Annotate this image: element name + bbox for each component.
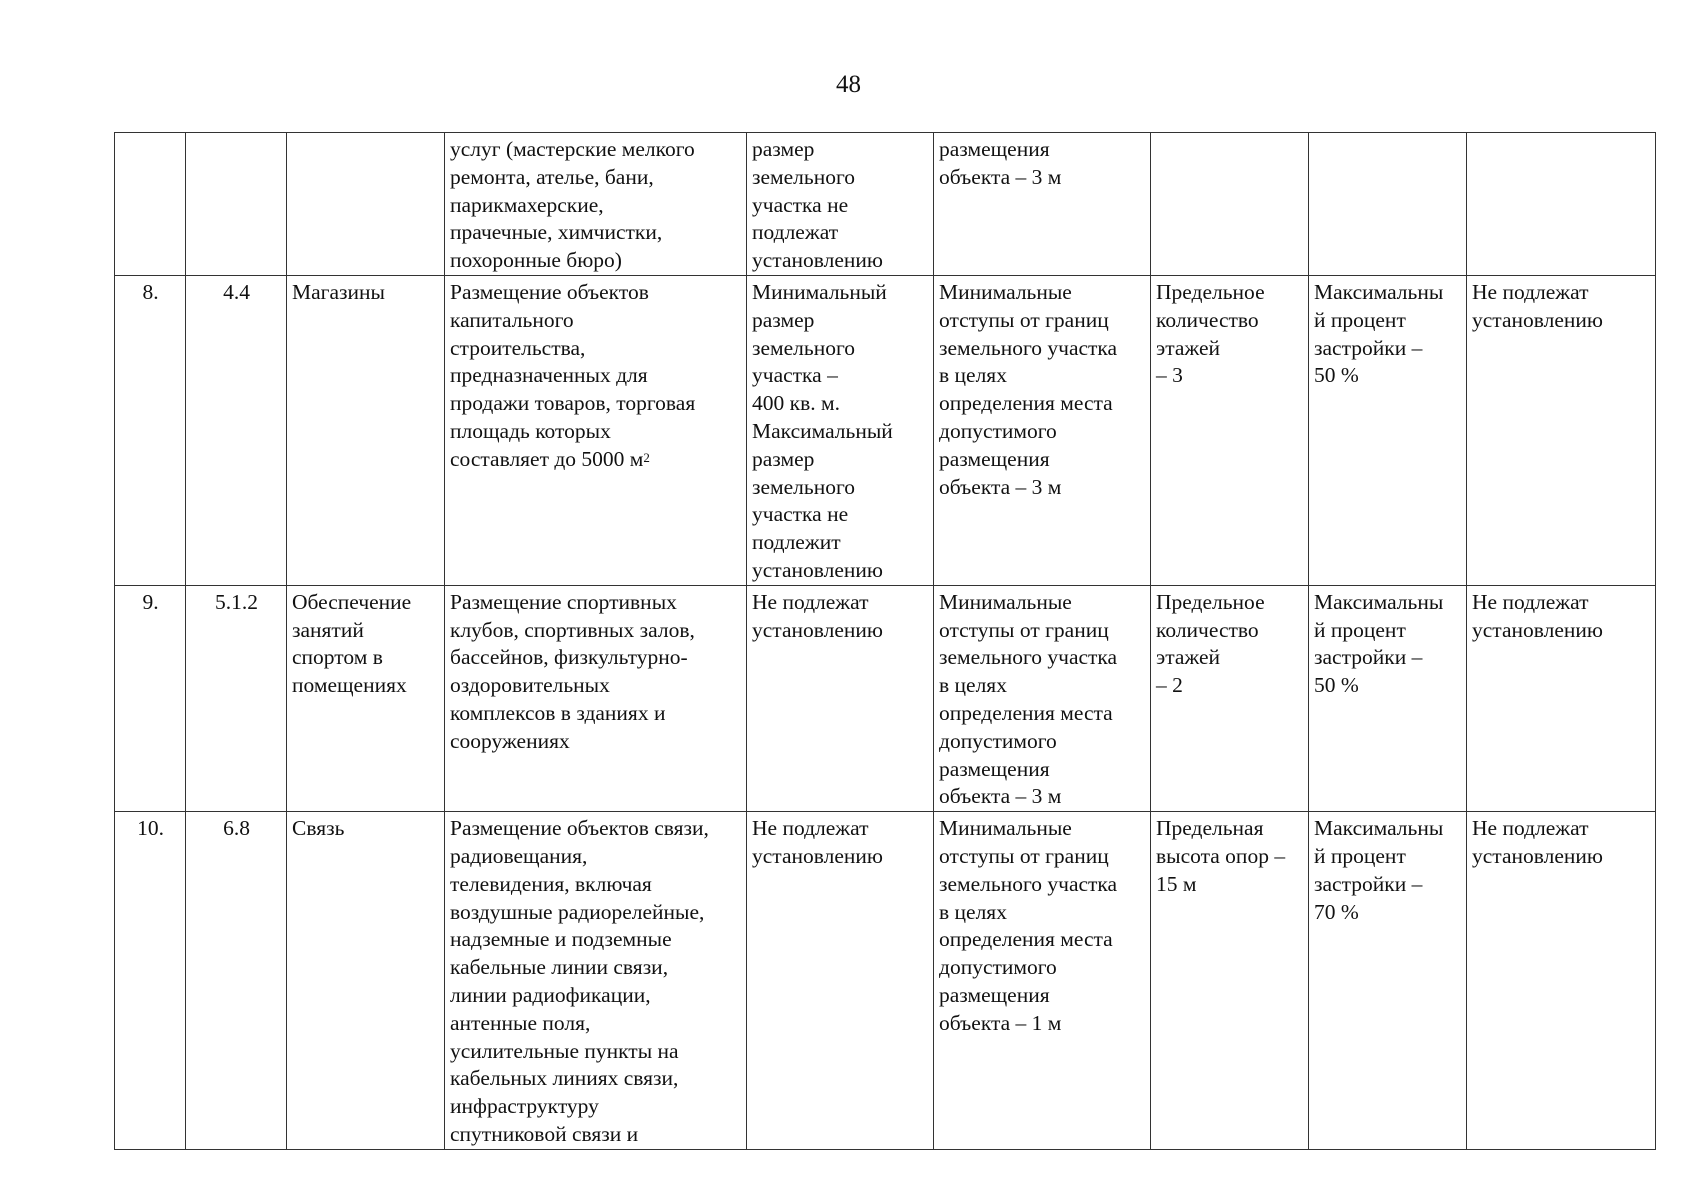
plot-size-cell: Минимальный размер земельного участка – 400 кв. м. Максимальный размер земельного участка не подлежит установлению	[747, 275, 934, 585]
other-cell: Не подлежат установлению	[1467, 275, 1656, 585]
plot-size-cell: Не подлежат установлению	[747, 585, 934, 811]
setbacks-cell: Минимальные отступы от границ земельного участка в целях определения места допустимого размещения объекта – 1 м	[934, 812, 1151, 1150]
activity-code-cell	[186, 133, 287, 276]
coverage-cell: Максимальны й процент застройки – 50 %	[1309, 585, 1467, 811]
floors-cell: Предельная высота опор – 15 м	[1151, 812, 1309, 1150]
floors-cell: Предельное количество этажей – 2	[1151, 585, 1309, 811]
page-number: 48	[836, 71, 861, 98]
table-row	[115, 133, 1656, 276]
setbacks-cell: Минимальные отступы от границ земельного участка в целях определения места допустимого размещения объекта – 3 м	[934, 275, 1151, 585]
row-number-cell: 9.	[115, 585, 186, 811]
land-use-regulations-table	[114, 132, 1656, 1150]
table-row	[115, 275, 1656, 585]
coverage-cell: Максимальны й процент застройки – 50 %	[1309, 275, 1467, 585]
activity-code-cell: 5.1.2	[186, 585, 287, 811]
activity-code-cell: 6.8	[186, 812, 287, 1150]
floors-cell: Предельное количество этажей – 3	[1151, 275, 1309, 585]
table-row	[115, 812, 1656, 1150]
coverage-cell	[1309, 133, 1467, 276]
superscript: 2	[643, 449, 650, 465]
other-cell: Не подлежат установлению	[1467, 585, 1656, 811]
row-number-cell	[115, 133, 186, 276]
description-cell: услуг (мастерские мелкого ремонта, ателье, бани, парикмахерские, прачечные, химчистки, похоронные бюро)	[445, 133, 747, 276]
other-cell	[1467, 133, 1656, 276]
activity-name-cell	[287, 133, 445, 276]
other-cell: Не подлежат установлению	[1467, 812, 1656, 1150]
activity-name-cell: Магазины	[287, 275, 445, 585]
setbacks-cell: размещения объекта – 3 м	[934, 133, 1151, 276]
table-row	[115, 585, 1656, 811]
activity-name-cell: Обеспечение занятий спортом в помещениях	[287, 585, 445, 811]
coverage-cell: Максимальны й процент застройки – 70 %	[1309, 812, 1467, 1150]
description-cell	[445, 275, 747, 585]
plot-size-cell: Не подлежат установлению	[747, 812, 934, 1150]
plot-size-cell: размер земельного участка не подлежат установлению	[747, 133, 934, 276]
description-text: Размещение объектов капитального строительства, предназначенных для продажи товаров, торговая площадь которых составляет до 5000 м	[450, 279, 696, 471]
setbacks-cell: Минимальные отступы от границ земельного участка в целях определения места допустимого размещения объекта – 3 м	[934, 585, 1151, 811]
description-cell: Размещение объектов связи, радиовещания, телевидения, включая воздушные радиорелейные, надземные и подземные кабельные линии связи, линии радиофикации, антенные поля, усилительные пункты на кабельных линиях связи, инфраструктуру спутниковой связи и	[445, 812, 747, 1150]
activity-name-cell: Связь	[287, 812, 445, 1150]
row-number-cell: 10.	[115, 812, 186, 1150]
floors-cell	[1151, 133, 1309, 276]
description-cell: Размещение спортивных клубов, спортивных залов, бассейнов, физкультурно- оздоровительных комплексов в зданиях и сооружениях	[445, 585, 747, 811]
row-number-cell: 8.	[115, 275, 186, 585]
activity-code-cell: 4.4	[186, 275, 287, 585]
